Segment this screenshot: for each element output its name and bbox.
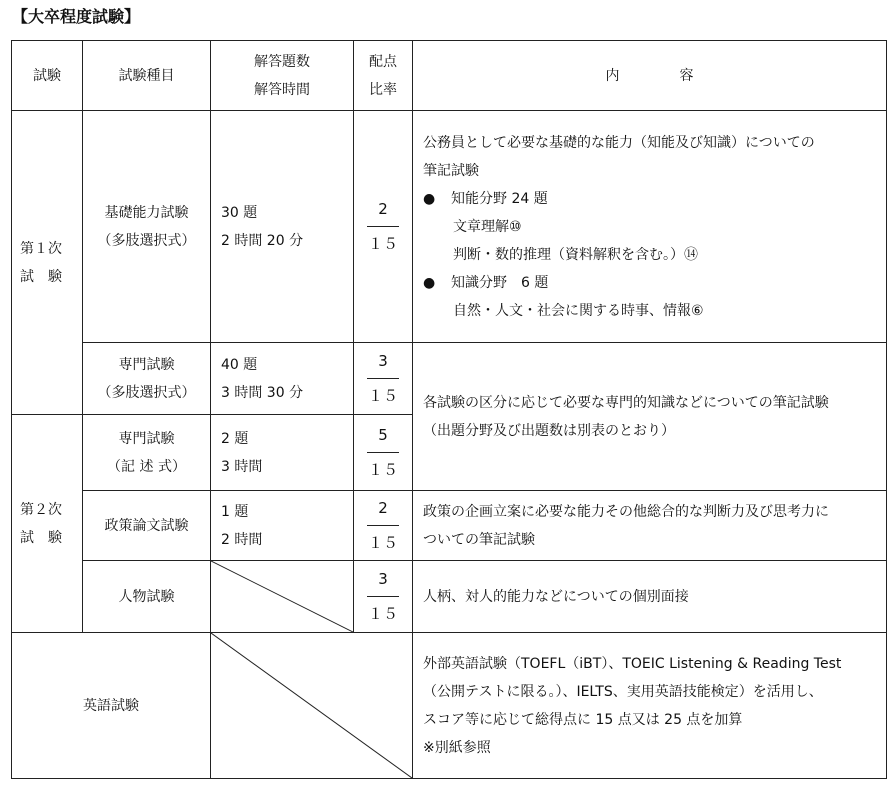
- header-content: [413, 41, 887, 111]
- basic-content-intro1: 公務員として必要な基礎的な能力（知能及び知識）についての: [423, 134, 815, 151]
- diagonal-slash: [211, 561, 353, 632]
- basic-content-sub1a: 文章理解⑩: [453, 218, 522, 235]
- table-row-personal: [12, 561, 887, 633]
- basic-questions-count: 30 題: [221, 204, 258, 221]
- english-content-line2: （公開テストに限る。）、IELTS、実用英語技能検定）を活用し、: [423, 683, 823, 700]
- special-mc-name1: 専門試験: [118, 356, 175, 373]
- basic-content-bullet1-text: 知能分野 24 題: [451, 190, 548, 207]
- header-content-char2: 容: [679, 67, 694, 84]
- policy-ratio-den: １５: [367, 534, 398, 552]
- basic-content-bullet2-text: 知識分野 6 題: [451, 274, 549, 291]
- stage1-line2: 試 験: [20, 268, 62, 285]
- basic-content: [413, 111, 887, 343]
- basic-content-intro2: 筆記試験: [423, 162, 479, 179]
- policy-ratio: [354, 491, 413, 561]
- policy-name: 政策論文試験: [83, 491, 211, 561]
- header-questions-line1: 解答題数: [254, 53, 310, 70]
- table-header-row: [12, 41, 887, 111]
- special-written-name: [83, 415, 211, 491]
- policy-questions: [211, 491, 354, 561]
- header-content-char1: 内: [605, 67, 620, 84]
- header-ratio: [354, 41, 413, 111]
- special-written-questions-count: 2 題: [221, 430, 249, 447]
- table-row-english: [12, 633, 887, 779]
- personal-ratio-den: １５: [367, 605, 398, 623]
- basic-ratio-num: 2: [378, 200, 388, 218]
- special-mc-time: 3 時間 30 分: [221, 384, 304, 401]
- special-mc-ratio-num: 3: [378, 352, 388, 370]
- stage1-line1: 第１次: [20, 240, 62, 257]
- basic-content-sub1b: 判断・数的推理（資料解釈を含む。）⑭: [453, 246, 698, 263]
- english-content-line4: ※別紙参照: [423, 739, 491, 756]
- special-shared-content: [413, 343, 887, 491]
- policy-time: 2 時間: [221, 531, 263, 548]
- header-questions-line2: 解答時間: [254, 81, 310, 98]
- special-mc-name: [83, 343, 211, 415]
- special-written-name2: （記 述 式）: [107, 458, 186, 475]
- basic-content-bullet1: [423, 185, 880, 213]
- special-written-ratio-num: 5: [378, 426, 388, 444]
- basic-name2: （多肢選択式）: [97, 232, 196, 249]
- header-type: 試験種目: [83, 41, 211, 111]
- english-content: [413, 633, 887, 779]
- english-content-line1: 外部英語試験（TOEFL（iBT）、TOEIC Listening & Reading Test: [423, 655, 842, 672]
- special-mc-questions-count: 40 題: [221, 356, 258, 373]
- special-shared-content-line2: （出題分野及び出題数は別表のとおり）: [423, 422, 675, 439]
- stage2-label: [12, 415, 83, 633]
- diagonal-slash: [211, 633, 412, 778]
- english-name: 英語試験: [12, 633, 211, 779]
- special-mc-ratio-den: １５: [367, 387, 398, 405]
- header-ratio-line2: 比率: [369, 81, 397, 98]
- page-heading: 【大卒程度試験】: [12, 7, 141, 26]
- english-empty: [211, 633, 413, 779]
- table-row-basic: [12, 111, 887, 343]
- special-written-name1: 専門試験: [118, 430, 175, 447]
- bullet-icon: ●: [423, 274, 436, 291]
- personal-questions-empty: [211, 561, 354, 633]
- personal-name: 人物試験: [83, 561, 211, 633]
- policy-questions-count: 1 題: [221, 503, 249, 520]
- personal-content: 人柄、対人的能力などについての個別面接: [413, 561, 887, 633]
- policy-content: [413, 491, 887, 561]
- personal-ratio-num: 3: [378, 570, 388, 588]
- special-mc-name2: （多肢選択式）: [97, 384, 196, 401]
- special-shared-content-line1: 各試験の区分に応じて必要な専門的知識などについての筆記試験: [423, 394, 829, 411]
- policy-content-line2: ついての筆記試験: [423, 531, 535, 548]
- stage1-label: [12, 111, 83, 415]
- policy-content-line1: 政策の企画立案に必要な能力その他総合的な判断力及び思考力に: [423, 503, 829, 520]
- special-written-ratio: [354, 415, 413, 491]
- special-mc-ratio: [354, 343, 413, 415]
- special-written-time: 3 時間: [221, 458, 263, 475]
- basic-content-sub2a: 自然・人文・社会に関する時事、情報⑥: [453, 302, 704, 319]
- table-row-special-mc: [12, 343, 887, 415]
- header-exam: 試験: [12, 41, 83, 111]
- basic-ratio-den: １５: [367, 235, 398, 253]
- bullet-icon: ●: [423, 190, 436, 207]
- basic-questions: [211, 111, 354, 343]
- basic-time: 2 時間 20 分: [221, 232, 304, 249]
- special-written-ratio-den: １５: [367, 461, 398, 479]
- basic-ratio: [354, 111, 413, 343]
- special-mc-questions: [211, 343, 354, 415]
- basic-name1: 基礎能力試験: [104, 204, 189, 221]
- special-written-questions: [211, 415, 354, 491]
- policy-ratio-num: 2: [378, 499, 388, 517]
- basic-name: [83, 111, 211, 343]
- stage2-line1: 第２次: [20, 501, 62, 518]
- exam-table: [11, 40, 887, 779]
- personal-ratio: [354, 561, 413, 633]
- basic-content-bullet2: [423, 269, 880, 297]
- header-ratio-line1: 配点: [369, 53, 397, 70]
- english-content-line3: スコア等に応じて総得点に 15 点又は 25 点を加算: [423, 711, 743, 728]
- stage2-line2: 試 験: [20, 529, 62, 546]
- table-row-policy: [12, 491, 887, 561]
- header-questions: [211, 41, 354, 111]
